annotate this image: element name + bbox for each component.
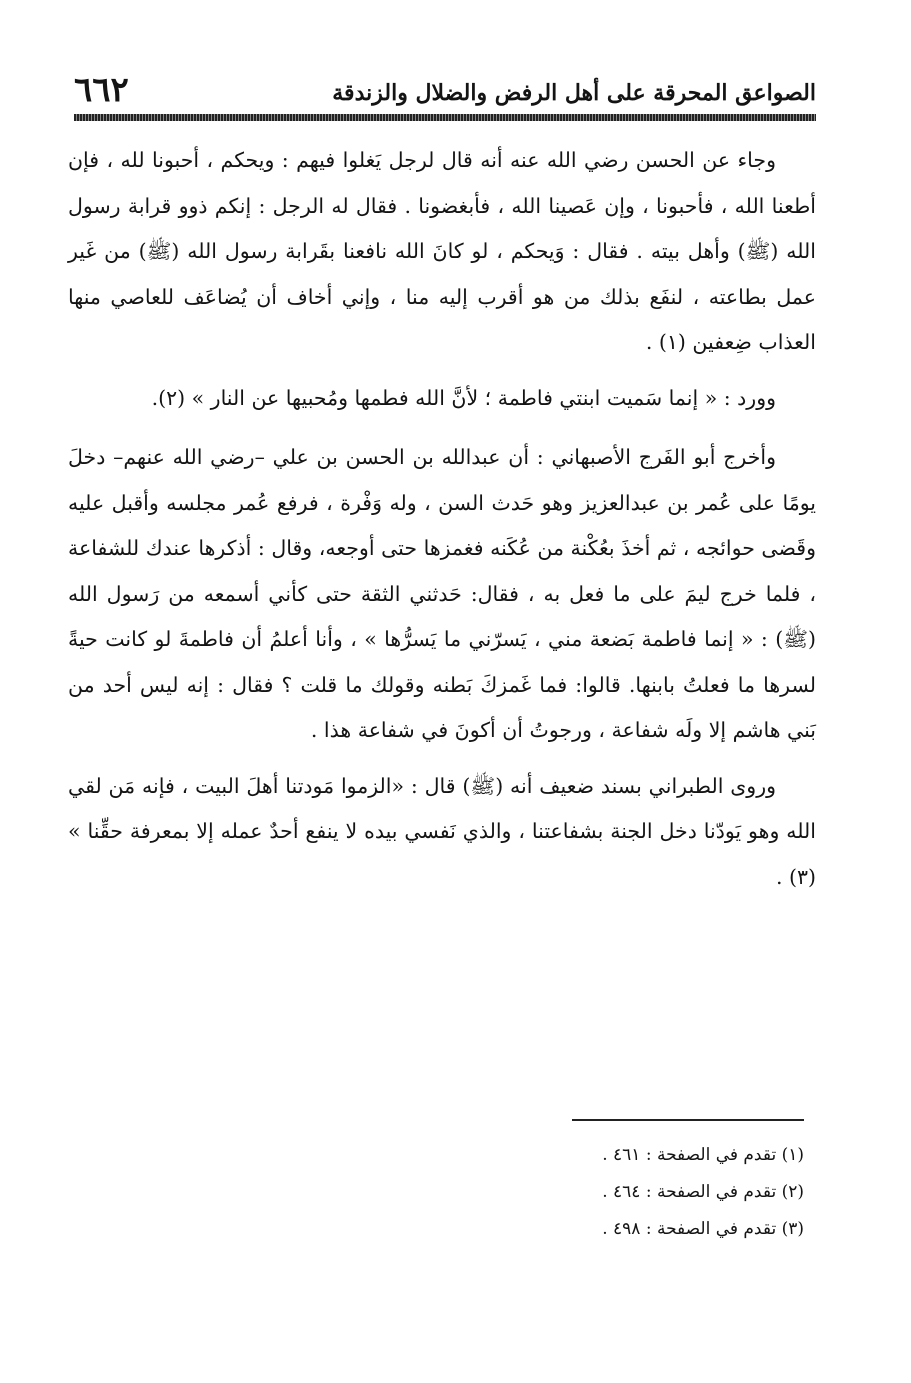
footnote-rule: [572, 1119, 804, 1121]
footnote-3: (٣) تقدم في الصفحة : ٤٩٨ .: [602, 1219, 804, 1239]
footnote-1: (١) تقدم في الصفحة : ٤٦١ .: [602, 1145, 804, 1165]
page-number: ٦٦٢: [74, 70, 129, 110]
footnote-2: (٢) تقدم في الصفحة : ٤٦٤ .: [602, 1182, 804, 1202]
footnotes: [504, 1137, 804, 1248]
paragraph-abdullah-umar: وأخرج أبو الفَرج الأصبهاني : أن عبدالله بن الحسن بن علي –رضي الله عنهم– دخلَ يومًا على عُمر بن عبدالعزيز وهو حَدث السن ، وله وَفْرة ، فرفع عُمر مجلسه وأقبل عليه وقَضى حوائجه ، ثم أخذَ بعُكْنة من عُكَنه فغمزها حتى أوجعه، وقال : أذكرها عندك للشفاعة ، فلما خرج ليمَ على ما فعل به ، فقال: حَدثني الثقة حتى كأني أسمعه من رَسول الله (ﷺ) : « إنما فاطمة بَضعة مني ، يَسرّني ما يَسرُّها » ، وأنا أعلمُ أن فاطمةَ لو كانت حيةً لسرها ما فعلتُ بابنها. قالوا: فما غَمزكَ بَطنه وقولك ما قلت ؟ فقال : إنه ليس أحد من بَني هاشم إلا ولَه شفاعة ، ورجوتُ أن أكونَ في شفاعة هذا .: [68, 445, 816, 742]
page-header: [74, 68, 816, 108]
paragraph-hasan-saying: وجاء عن الحسن رضي الله عنه أنه قال لرجل يَغلوا فيهم : ويحكم ، أحبونا لله ، فإن أطعنا الله ، فأحبونا ، وإن عَصينا الله ، فأبغضونا . فقال له الرجل : إنكم ذوو قرابة رسول الله (ﷺ) وأهل بيته . فقال : وَيحكم ، لو كانَ الله نافعنا بقَرابة رسول الله (ﷺ) من غَير عمل بطاعته ، لنفَع بذلك من هو أقرب إليه منا ، وإني أخاف أن يُضاعَف للعاصي منها العذاب ضِعفين (١) .: [68, 148, 816, 354]
header-rule: [74, 114, 816, 121]
running-title: الصواعق المحرقة على أهل الرفض والضلال والزندقة: [332, 80, 816, 106]
main-text: [68, 138, 816, 910]
paragraph-fatima-name: وورد : « إنما سَميت ابنتي فاطمة ؛ لأنَّ الله فطمها ومُحبيها عن النار » (٢).: [151, 385, 776, 410]
paragraph-tabarani: وروى الطبراني بسند ضعيف أنه (ﷺ) قال : «الزموا مَودتنا أهلَ البيت ، فإنه مَن لقي الله وهو يَودّنا دخل الجنة بشفاعتنا ، والذي نَفسي بيده لا ينفع أحدٌ عمله إلا بمعرفة حقِّنا » (٣) .: [68, 773, 816, 889]
